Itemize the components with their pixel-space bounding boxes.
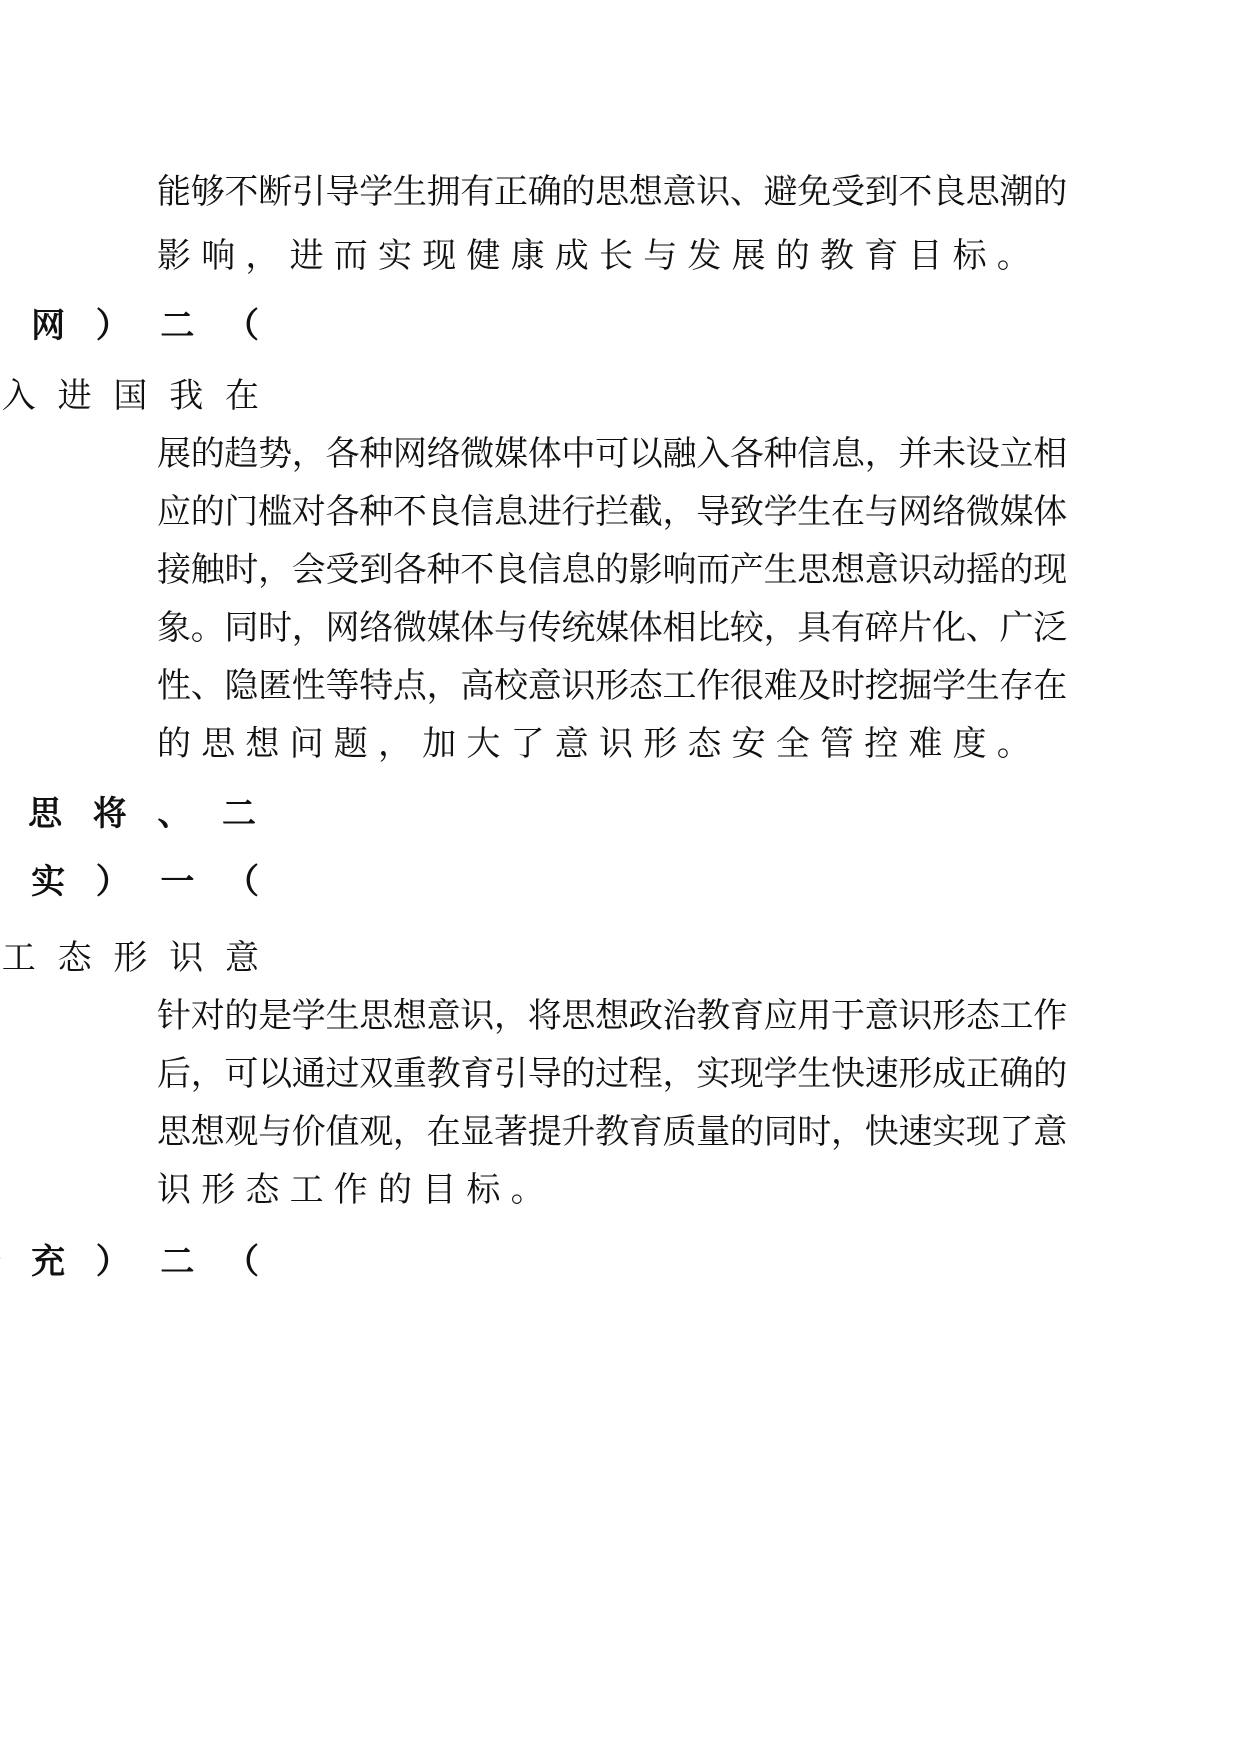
- paragraph-line: 应的门槛对各种不良信息进行拦截，导致学生在与网络微媒体: [157, 492, 1067, 532]
- paragraph-line: [225, 376, 1145, 416]
- section-heading: [225, 862, 1145, 902]
- paragraph-line: 能够不断引导学生拥有正确的思想意识、避免受到不良思潮的: [157, 172, 1067, 212]
- paragraph-line: 性、隐匿性等特点，高校意识形态工作很难及时挖掘学生存在: [157, 666, 1067, 706]
- paragraph-line: 的思想问题，加大了意识形态安全管控难度。: [157, 724, 1041, 764]
- chapter-heading: [222, 794, 1142, 834]
- paragraph-line: [225, 938, 1145, 978]
- section-heading: [225, 306, 1145, 346]
- section-heading: [225, 1242, 1145, 1282]
- paragraph-line: 针对的是学生思想意识，将思想政治教育应用于意识形态工作: [157, 996, 1067, 1036]
- paragraph-line: 后，可以通过双重教育引导的过程，实现学生快速形成正确的: [157, 1054, 1067, 1094]
- paragraph-line: 识形态工作的目标。: [157, 1170, 555, 1210]
- paragraph-line: 接触时，会受到各种不良信息的影响而产生思想意识动摇的现: [157, 550, 1067, 590]
- paragraph-line: 影响，进而实现健康成长与发展的教育目标。: [157, 236, 1041, 276]
- paragraph-line: 展的趋势，各种网络微媒体中可以融入各种信息，并未设立相: [157, 434, 1067, 474]
- paragraph-line: 思想观与价值观，在显著提升教育质量的同时，快速实现了意: [157, 1112, 1067, 1152]
- paragraph-line: 象。同时，网络微媒体与传统媒体相比较，具有碎片化、广泛: [157, 608, 1067, 648]
